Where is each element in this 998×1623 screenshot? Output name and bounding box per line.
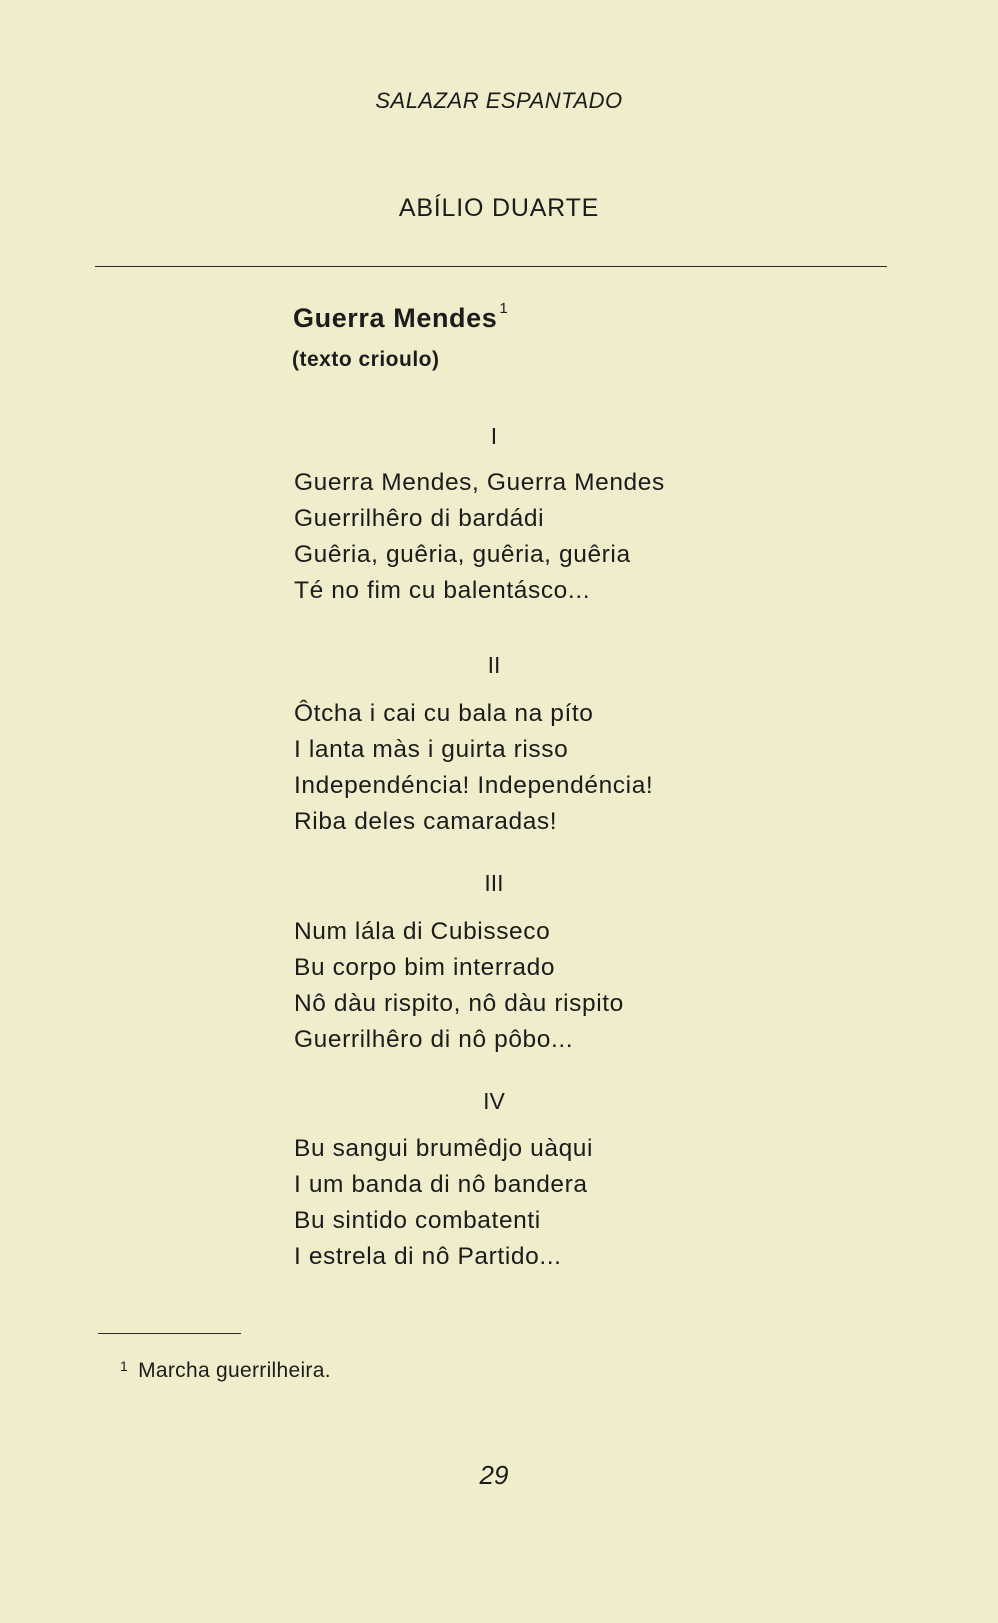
- author-name: ABÍLIO DUARTE: [398, 194, 600, 222]
- verse-line: Guêria, guêria, guêria, guêria: [294, 541, 631, 568]
- verse-line: Guerra Mendes, Guerra Mendes: [294, 469, 665, 496]
- verse-line: Independéncia! Independéncia!: [294, 772, 654, 799]
- verse-line: Guerrilhêro di nô pôbo...: [294, 1026, 574, 1053]
- running-head: SALAZAR ESPANTADO: [375, 88, 623, 113]
- stanza-number: IV: [483, 1088, 505, 1114]
- verse-line: I lanta màs i guirta risso: [294, 736, 569, 763]
- author-divider: [95, 266, 887, 267]
- footnote: [120, 1358, 331, 1383]
- verse-line: Ôtcha i cai cu bala na píto: [294, 700, 594, 727]
- stanza-number: III: [484, 870, 504, 896]
- page-number: 29: [479, 1460, 509, 1490]
- verse-line: Bu corpo bim interrado: [294, 954, 556, 981]
- verse-line: Num lála di Cubisseco: [294, 918, 551, 945]
- verse-line: Bu sintido combatenti: [294, 1207, 541, 1234]
- verse-line: I estrela di nô Partido...: [294, 1243, 562, 1270]
- footnote-text: Marcha guerrilheira.: [138, 1359, 331, 1382]
- poem-title: [293, 300, 508, 334]
- verse-line: I um banda di nô bandera: [294, 1171, 588, 1198]
- footnote-reference: 1: [499, 300, 509, 317]
- verse-line: Bu sangui brumêdjo uàqui: [294, 1135, 594, 1162]
- footnote-divider: [98, 1333, 241, 1334]
- stanza-number: I: [490, 423, 498, 449]
- stanza-number: II: [487, 652, 501, 678]
- poem-title-text: Guerra Mendes: [293, 303, 498, 333]
- verse-line: Riba deles camaradas!: [294, 808, 558, 835]
- footnote-marker: 1: [120, 1358, 129, 1374]
- verse-line: Nô dàu rispito, nô dàu rispito: [294, 990, 624, 1017]
- verse-line: Té no fim cu balentásco...: [294, 577, 591, 604]
- verse-line: Guerrilhêro di bardádi: [294, 505, 545, 532]
- poem-subtitle: (texto crioulo): [292, 348, 440, 371]
